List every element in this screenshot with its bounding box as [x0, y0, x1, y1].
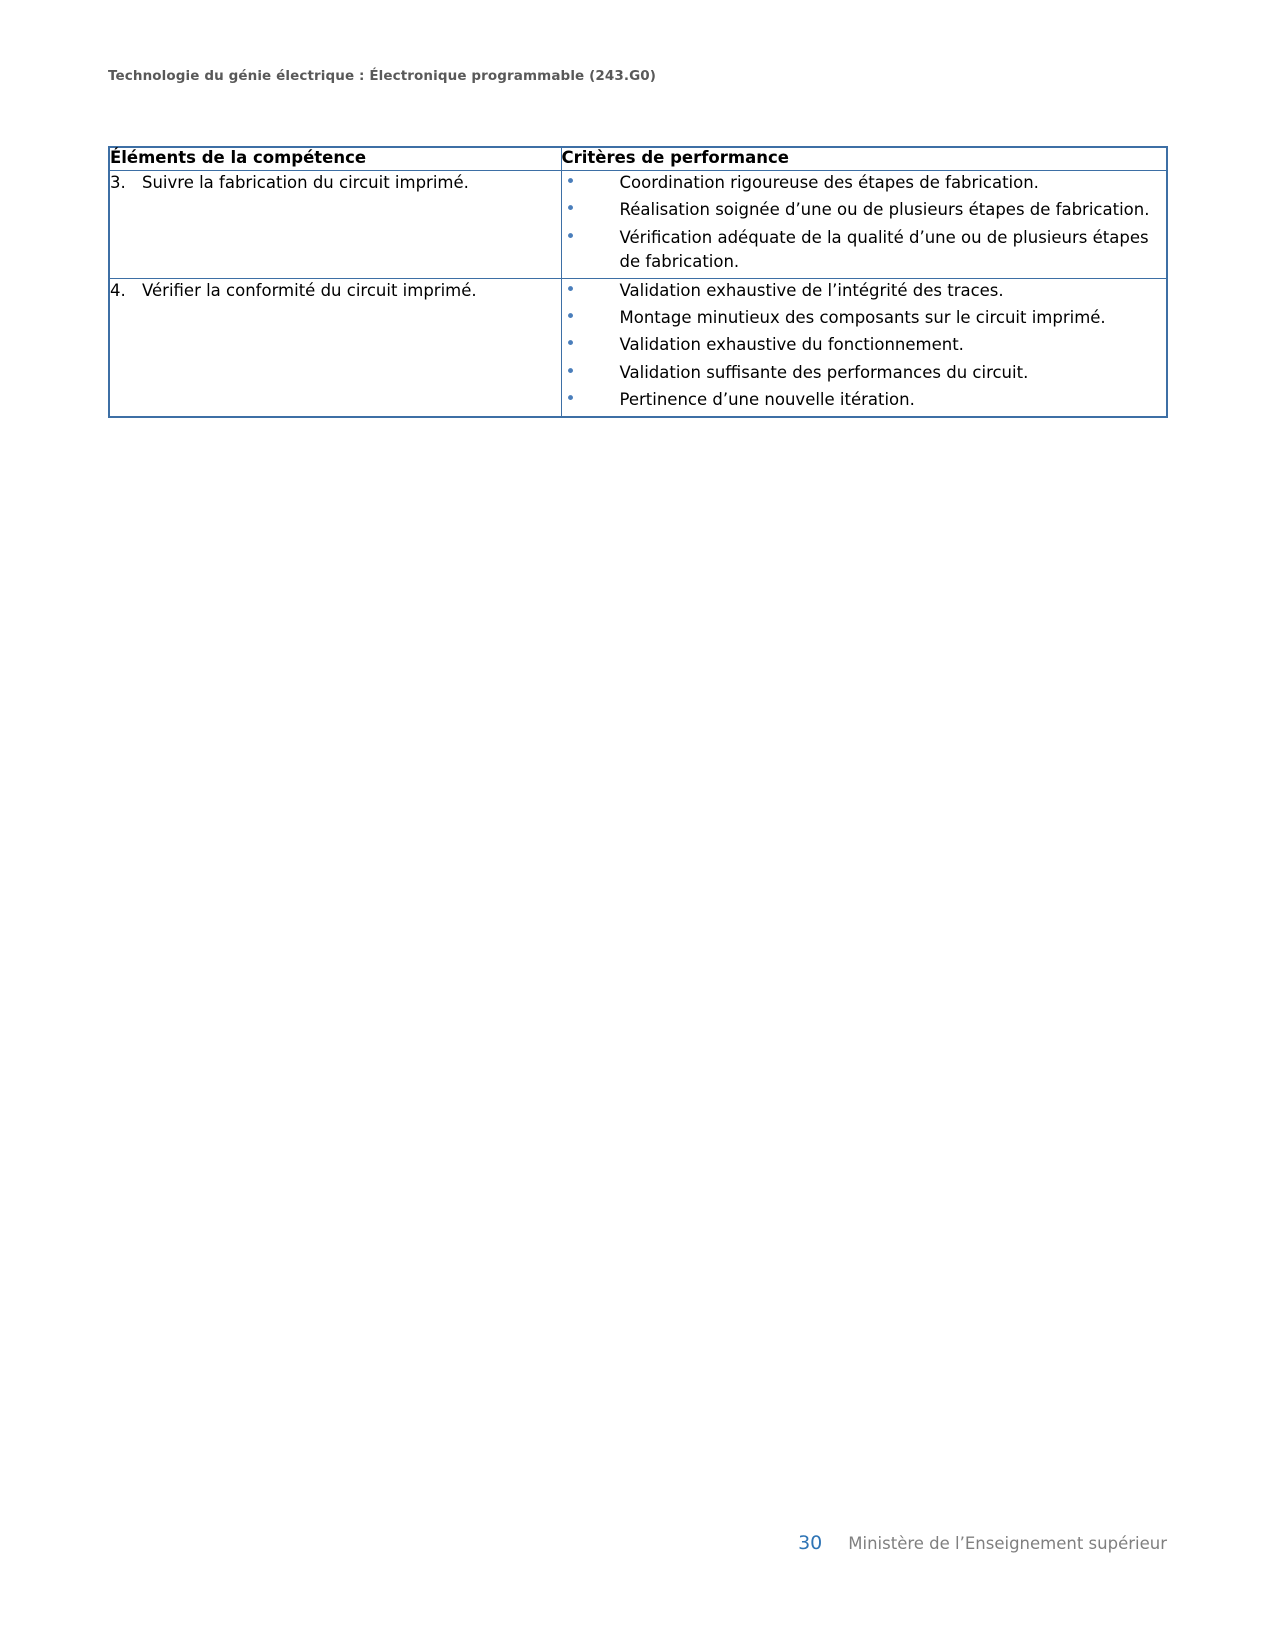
page-header: Technologie du génie électrique : Électronique programmable (243.G0): [108, 68, 657, 84]
table-row: [109, 171, 1167, 279]
criteria-list: [562, 279, 1167, 413]
column-header-elements: Éléments de la compétence: [109, 147, 561, 171]
page-footer: [0, 1532, 1275, 1554]
element-number: 4.: [110, 280, 126, 300]
list-item: • Validation exhaustive du fonctionnement.: [562, 333, 1167, 357]
page-number: 30: [798, 1532, 823, 1554]
element-number: 3.: [110, 173, 126, 192]
list-item: • Réalisation soignée d’une ou de plusieurs étapes de fabrication.: [562, 198, 1167, 222]
list-item: • Validation exhaustive de l’intégrité des traces.: [562, 279, 1167, 303]
element-text: Vérifier la conformité du circuit imprimé.: [142, 280, 477, 300]
criteria-cell: [561, 171, 1167, 279]
competence-table: [108, 146, 1168, 418]
table-header-row: [109, 147, 1167, 171]
element-cell: [109, 278, 561, 417]
criteria-cell: [561, 278, 1167, 417]
list-item: • Coordination rigoureuse des étapes de fabrication.: [562, 171, 1167, 195]
criteria-list: [562, 171, 1167, 275]
list-item: • Montage minutieux des composants sur le circuit imprimé.: [562, 306, 1167, 330]
footer-organization: Ministère de l’Enseignement supérieur: [848, 1534, 1167, 1553]
list-item: • Pertinence d’une nouvelle itération.: [562, 388, 1167, 412]
element-cell: [109, 171, 561, 279]
table-row: [109, 278, 1167, 417]
column-header-criteria: Critères de performance: [561, 147, 1167, 171]
list-item: • Vérification adéquate de la qualité d’une ou de plusieurs étapes de fabrication.: [562, 226, 1167, 275]
list-item: • Validation suffisante des performances du circuit.: [562, 361, 1167, 385]
element-text: Suivre la fabrication du circuit imprimé.: [142, 173, 469, 192]
